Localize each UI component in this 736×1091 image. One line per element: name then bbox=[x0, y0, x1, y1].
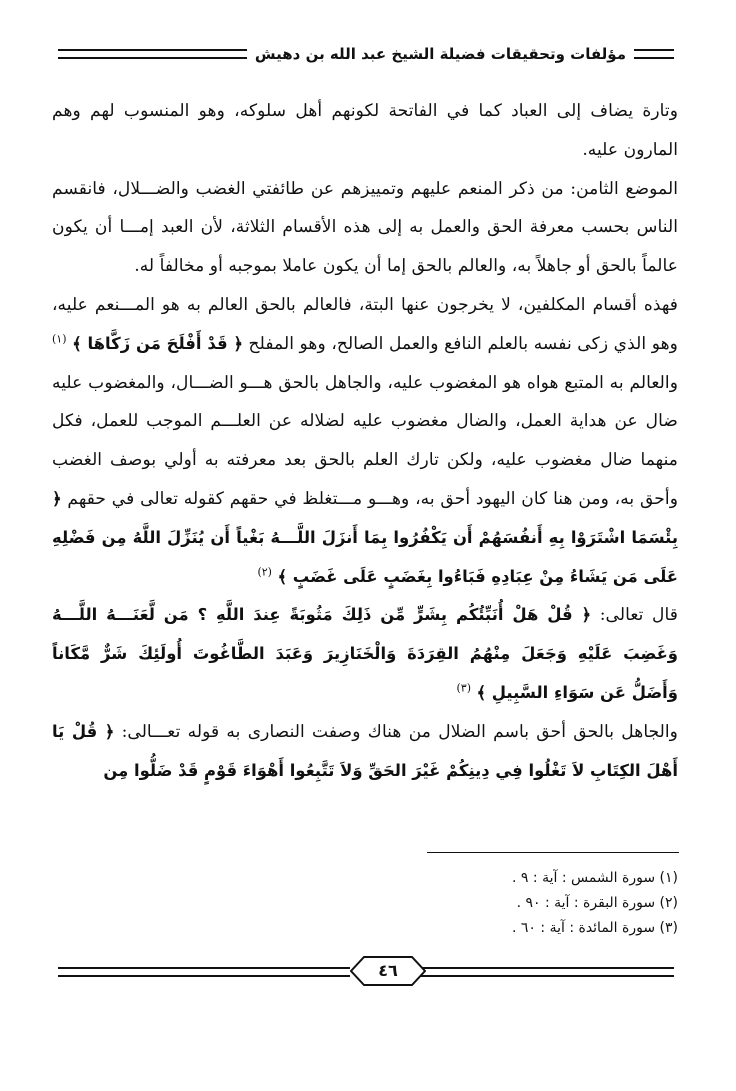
footnote-3: (٣) سورة المائدة : آية : ٦٠ . bbox=[512, 920, 678, 936]
paragraph-5 bbox=[52, 713, 678, 791]
footnote-2: (٢) سورة البقرة : آية : ٩٠ . bbox=[516, 895, 678, 911]
page-number-badge bbox=[350, 956, 426, 986]
header-title: مؤلفات وتحقيقات فضيلة الشيخ عبد الله بن دهيش bbox=[254, 45, 626, 63]
page-footer bbox=[58, 954, 674, 994]
page-number: ٤٦ bbox=[378, 961, 398, 980]
footnote-ref-3: (٣) bbox=[456, 681, 472, 695]
footnote-1: (١) سورة الشمس : آية : ٩ . bbox=[512, 870, 678, 886]
paragraph-4 bbox=[52, 596, 678, 712]
footnotes bbox=[378, 866, 678, 941]
quran-verse-4: ﴿ قُلْ يَا أَهْلَ الكِتَابِ لاَ تَغْلُوا فِي دِينِكُمْ غَيْرَ الحَقِّ وَلاَ تَتَّبِعُوا أَهْوَاءَ قَوْمٍ قَدْ ضَلُّوا مِن bbox=[52, 721, 678, 780]
header-rule-left bbox=[58, 49, 247, 59]
paragraph-1: وتارة يضاف إلى العباد كما في الفاتحة لكونهم أهل سلوكه، وهو المنسوب لهم وهم المارون عليه. bbox=[52, 101, 678, 160]
quran-verse-1: ﴿ قَدْ أَفْلَحَ مَن زَكَّاهَا ﴾ bbox=[72, 333, 243, 353]
footnote-divider bbox=[427, 852, 679, 853]
quran-verse-2: ﴿ بِئْسَمَا اشْتَرَوْا بِهِ أَنفُسَهُمْ أَن يَكْفُرُوا بِمَا أَنزَلَ اللَّـــهُ بَغْياً أَن يُنَزِّلَ اللَّهُ مِن فَضْلِهِ عَلَى مَن يَشَاءُ مِنْ عِبَادِهِ فَبَاءُوا بِغَضَبٍ عَلَى غَضَبٍ ﴾ bbox=[52, 488, 678, 586]
paragraph-3-text-a: فهذه أقسام المكلفين، لا يخرجون عنها البتة، فالعالم بالحق العالم به هو المـــنعم عليه، وهو الذي زكى نفسه بالعلم النافع والعمل الصالح، وهو المفلح bbox=[52, 294, 678, 354]
body-text bbox=[52, 92, 678, 790]
footnote-ref-2: (٢) bbox=[257, 564, 272, 578]
paragraph-5-text: والجاهل بالحق أحق باسم الضلال من هناك وصفت النصارى به قوله تعـــالى: bbox=[121, 721, 678, 742]
paragraph-3-text-b: والعالم به المتبع هواه هو المغضوب عليه، والجاهل بالحق هـــو الضـــال، والمغضوب عليه ضال عن هداية العمل، والضال مغضوب عليه لضلاله عن العلـــم الموجب للعمل، فكل منهما ضال مغضوب عليه، ولكن تارك العلم بالحق بعد معرفته به أولي بوصف الغضب وأحق به، ومن هنا كان اليهود أحق به، وهـــو مـــتغلظ في حقهم كقوله تعالى في حقهم bbox=[52, 372, 678, 509]
footnote-ref-1: (١) bbox=[52, 332, 67, 346]
paragraph-3 bbox=[52, 286, 678, 596]
page-header bbox=[58, 40, 674, 68]
paragraph-4-text: قال تعالى: bbox=[599, 605, 678, 626]
paragraph-2: الموضع الثامن: من ذكر المنعم عليهم وتمييزهم عن طائفتي الغضب والضـــلال، فانقسم الناس بحسب معرفة الحق والعمل به إلى هذه الأقسام الثلاثة، لأن العبد إمـــا أن يكون عالماً بالحق أو جاهلاً به، والعالم بالحق إما أن يكون عاملا بموجبه أو مخالفاً له. bbox=[52, 178, 678, 277]
quran-verse-3: ﴿ قُلْ هَلْ أُنَبِّئُكُم بِشَرٍّ مِّن ذَلِكَ مَثُوبَةً عِندَ اللَّهِ ؟ مَن لَّعَنَـــهُ اللَّـــهُ وَغَضِبَ عَلَيْهِ وَجَعَلَ مِنْهُمُ القِرَدَةَ وَالْخَنَازِيرَ وَعَبَدَ الطَّاغُوتَ أُولَئِكَ شَرٌّ مَّكَاناً وَأَضَلُّ عَن سَوَاءِ السَّبِيلِ ﴾ bbox=[52, 605, 678, 702]
footer-rule-left bbox=[58, 967, 350, 977]
header-rule-right bbox=[634, 49, 674, 59]
